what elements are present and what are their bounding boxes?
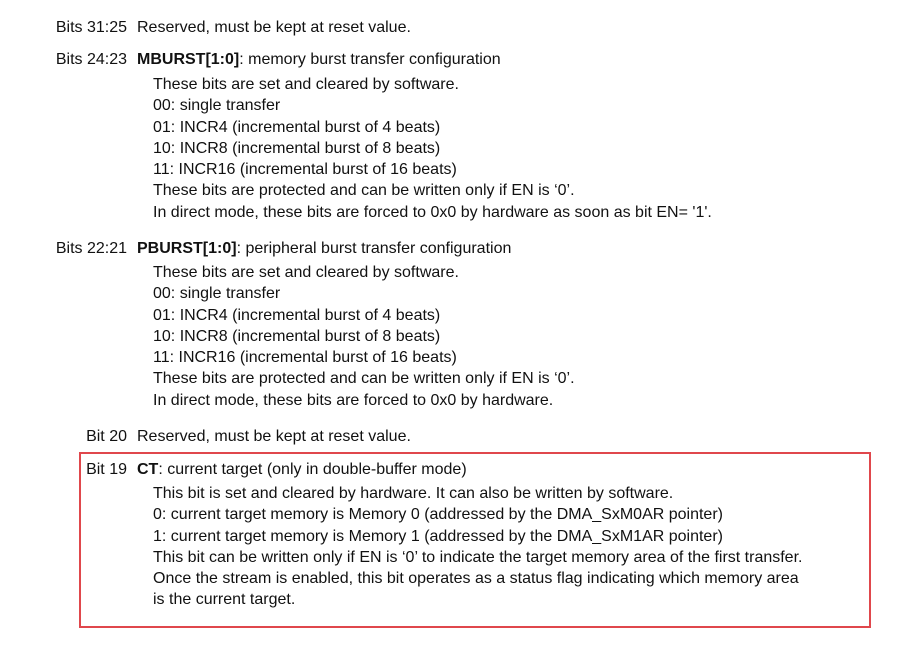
field-name: CT [137, 461, 159, 478]
field-description [137, 427, 411, 447]
detail-line: In direct mode, these bits are forced to 0x0 by hardware as soon as bit EN= '1'. [153, 203, 712, 221]
field-title [137, 239, 511, 259]
detail-line: 10: INCR8 (incremental burst of 8 beats) [153, 327, 441, 345]
field-name: PBURST[1:0] [137, 240, 237, 257]
detail-line: 00: single transfer [153, 97, 281, 115]
detail-line: In direct mode, these bits are forced to 0x0 by hardware. [153, 391, 554, 409]
field-details [153, 484, 802, 612]
detail-line: This bit is set and cleared by hardware. It can also be written by software. [153, 485, 674, 502]
detail-line: 11: INCR16 (incremental burst of 16 beats) [153, 161, 457, 179]
detail-line: 01: INCR4 (incremental burst of 4 beats) [153, 118, 441, 136]
field-desc-text: : peripheral burst transfer configuration [236, 240, 512, 257]
detail-line: 01: INCR4 (incremental burst of 4 beats) [153, 306, 441, 324]
field-details [153, 75, 712, 224]
field-desc-text: Reserved, must be kept at reset value. [137, 19, 411, 36]
field-desc-text: : current target (only in double-buffer mode) [158, 461, 467, 478]
detail-line: 11: INCR16 (incremental burst of 16 beats) [153, 349, 457, 367]
field-desc-text: Reserved, must be kept at reset value. [137, 428, 411, 445]
bit-range-label: Bit 19 [86, 461, 127, 478]
detail-line: These bits are protected and can be written only if EN is ‘0’. [153, 182, 575, 200]
detail-line: These bits are set and cleared by software. [153, 264, 459, 281]
detail-line: This bit can be written only if EN is ‘0’ to indicate the target memory area of the first transfer. [153, 548, 803, 566]
detail-line: Once the stream is enabled, this bit operates as a status flag indicating which memory area [153, 570, 799, 588]
detail-line: is the current target. [153, 591, 296, 609]
bit-range-label: Bits 31:25 [55, 19, 127, 36]
detail-line: 1: current target memory is Memory 1 (addressed by the DMA_SxM1AR pointer) [153, 527, 723, 545]
detail-line: 10: INCR8 (incremental burst of 8 beats) [153, 139, 441, 157]
bit-range-label: Bits 24:23 [55, 51, 127, 68]
field-title [137, 50, 501, 70]
detail-line: These bits are protected and can be written only if EN is ‘0’. [153, 370, 575, 388]
field-details [153, 263, 575, 412]
detail-line: These bits are set and cleared by software. [153, 76, 459, 93]
field-name: MBURST[1:0] [137, 51, 240, 68]
detail-line: 0: current target memory is Memory 0 (addressed by the DMA_SxM0AR pointer) [153, 506, 723, 524]
bit-range-label: Bit 20 [86, 428, 127, 445]
detail-line: 00: single transfer [153, 285, 281, 303]
field-desc-text: : memory burst transfer configuration [239, 51, 501, 68]
field-description [137, 18, 411, 38]
bit-range-label: Bits 22:21 [55, 240, 127, 257]
field-title [137, 460, 467, 480]
